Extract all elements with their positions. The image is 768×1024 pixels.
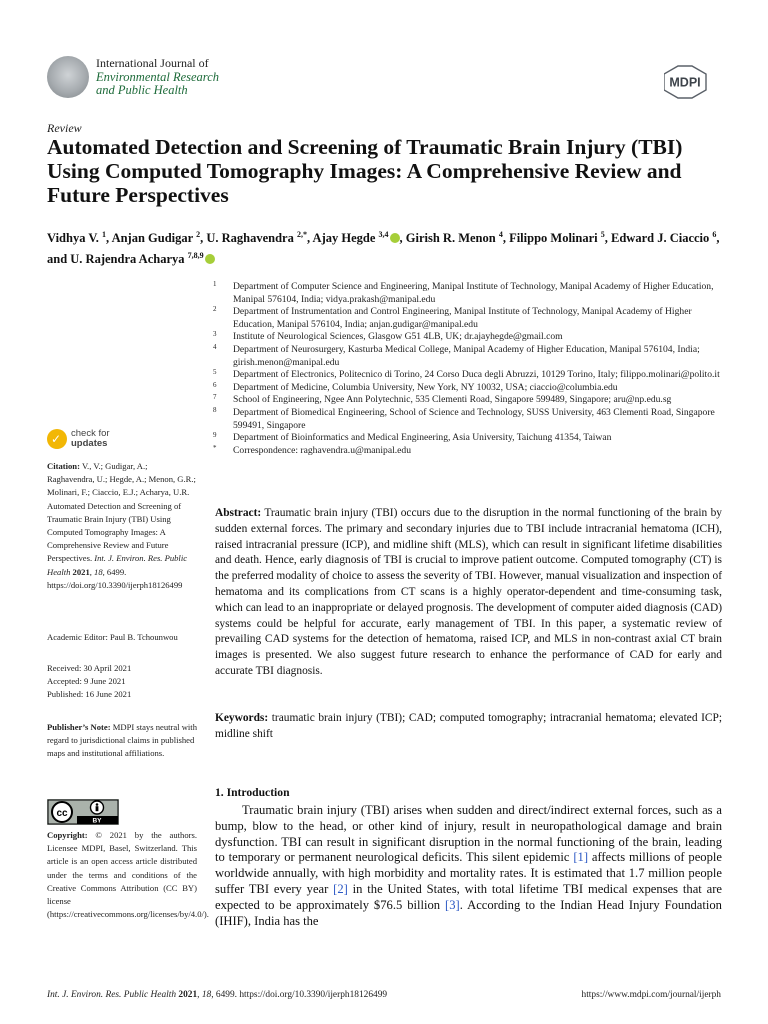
mdpi-logo-icon[interactable] <box>664 64 720 100</box>
affiliation-number: 9 <box>213 431 217 440</box>
check-for-updates-button[interactable] <box>47 428 127 452</box>
author-name[interactable]: Filippo Molinari <box>509 231 598 246</box>
citation-label: Citation: <box>47 461 80 471</box>
intro-text-1: Traumatic brain injury (TBI) arises when sudden and direct/indirect external forces, such as a bump, blow to the head, or other kind of injury, result in neuropathological damage and brain dysfunction. TBI can result in significant disruption in the normal functioning of the brain, leading to temporary or permanent neurological deficits. This silent epidemic <box>215 803 722 865</box>
affiliation-item <box>213 281 728 306</box>
author-name[interactable]: Edward J. Ciaccio <box>611 231 710 246</box>
keywords <box>215 711 722 743</box>
citation-block: Citation: V., V.; Gudigar, A.; Raghavendra, U.; Hegde, A.; Menon, G.R.; Molinari, F.; Ciaccio, E.J.; Acharya, U.R. Automated Detection and Screening of Traumatic Brain Injury (TBI) Using Computed Tomography Images: A Comprehensive Review and Future Perspectives. Int. J. Environ. Res. Public Health 2021, 18, 6499. https://doi.org/10.3390/ijerph18126499 <box>47 461 196 590</box>
author-affiliation-marker: 7,8,9 <box>187 251 204 261</box>
section-heading-introduction: 1. Introduction <box>215 786 290 799</box>
check-updates-icon: ✓ <box>47 429 67 449</box>
author-affiliation-marker: 5 <box>600 230 605 239</box>
author-name[interactable]: Girish R. Menon <box>405 231 496 246</box>
author-affiliation-marker: 4 <box>498 230 503 239</box>
affiliation-item <box>213 306 728 331</box>
footer-journal: Int. J. Environ. Res. Public Health <box>47 990 177 1000</box>
introduction-paragraph <box>215 803 722 929</box>
author-affiliation-marker: 1 <box>102 230 107 239</box>
affiliation-number: 1 <box>213 280 217 288</box>
check-updates-line1: check for <box>71 428 110 439</box>
affiliation-item <box>213 445 728 458</box>
author-name[interactable]: Anjan Gudigar <box>111 231 193 246</box>
academic-editor: Academic Editor: Paul B. Tchounwou <box>47 632 178 642</box>
citation-text: V., V.; Gudigar, A.; Raghavendra, U.; Hegde, A.; Menon, G.R.; Molinari, F.; Ciaccio, E.J.; Acharya, U.R. Automated Detection and Screening of Traumatic Brain Injury (TBI) Using Computed Tomography Images: A Comprehensive Review and Future Perspectives. <box>47 461 196 564</box>
publisher-note-text: MDPI stays neutral with regard to jurisdictional claims in published maps and institutional affiliations. <box>47 722 197 759</box>
affiliation-item <box>213 382 728 395</box>
intro-text-4: . According to the Indian Head Injury Foundation (IHIF), India has the <box>215 897 722 928</box>
reference-link-1[interactable]: [1] <box>573 850 589 865</box>
date-published: Published: 16 June 2021 <box>47 689 132 700</box>
citation-volume: 18 <box>94 566 103 577</box>
article-type: Review <box>47 121 82 135</box>
footer-citation: Int. J. Environ. Res. Public Health 2021, 18, 6499. https://doi.org/10.3390/ijerph18126499 <box>47 990 388 1000</box>
affiliation-item <box>213 344 728 369</box>
affiliation-number: 2 <box>213 305 217 314</box>
affiliation-item <box>213 331 728 344</box>
author-affiliation-marker: 2,* <box>296 230 307 239</box>
citation-doi[interactable]: , 6499. https://doi.org/10.3390/ijerph18126499 <box>47 566 183 590</box>
publisher-name: MDPI <box>669 75 701 90</box>
affiliation-number: 8 <box>213 405 217 414</box>
intro-text-3: in the United States, with total lifetime TBI medical expenses that are expected to be approximately $76.5 billion <box>215 881 722 912</box>
citation-journal: Int. J. Environ. Res. Public Health <box>47 553 188 577</box>
keywords-label: Keywords: <box>215 712 269 724</box>
publication-dates <box>47 662 197 702</box>
author-affiliation-marker: 2 <box>196 230 201 239</box>
svg-text:cc: cc <box>56 808 68 819</box>
author-name[interactable]: U. Rajendra Acharya <box>70 252 185 267</box>
affiliations-list <box>213 281 728 457</box>
copyright-label: Copyright: <box>47 830 88 840</box>
affiliation-text: Department of Instrumentation and Control Engineering, Manipal Institute of Technology, Manipal Academy of Higher Education, Manipal 576104, India; anjan.gudigar@manipal.edu <box>233 306 692 330</box>
author-affiliation-marker: 3,4 <box>378 230 389 239</box>
date-received: Received: 30 April 2021 <box>47 663 132 673</box>
journal-name-line1: Environmental Research <box>96 70 219 84</box>
author-name[interactable]: U. Raghavendra <box>206 231 294 246</box>
orcid-icon[interactable] <box>390 233 400 243</box>
footer-journal-url[interactable]: https://www.mdpi.com/journal/ijerph <box>581 990 721 1000</box>
affiliation-number: 7 <box>213 393 217 402</box>
author-name[interactable]: Ajay Hegde <box>312 231 376 246</box>
date-accepted: Accepted: 9 June 2021 <box>47 676 126 687</box>
reference-link-2[interactable]: [2] <box>333 881 348 896</box>
affiliation-text: Department of Bioinformatics and Medical Engineering, Asia University, Taichung 41354, Taiwan <box>233 432 612 444</box>
affiliation-text: Department of Computer Science and Engineering, Manipal Institute of Technology, Manipal Academy of Higher Education, Manipal 576104, India; vidya.prakash@manipal.edu <box>233 281 714 305</box>
copyright-block <box>47 829 209 921</box>
abstract <box>215 506 722 680</box>
author-list: Vidhya V. $^1$, Anjan Gudigar $^2$, U. Raghavendra $^{2,*}$, Ajay Hegde $^{3,4}$ , Girish R. Menon $^4$, Filippo Molinari $^5$, Edward J. Ciaccio $^6$, and U. Rajendra Acharya $^{7,8,9}$ <box>47 230 720 267</box>
affiliation-item <box>213 394 728 407</box>
citation-year: 2021 <box>72 566 90 577</box>
check-updates-line2: updates <box>71 438 108 449</box>
affiliation-text: School of Engineering, Ngee Ann Polytechnic, 535 Clementi Road, Singapore 599489, Singapore; aru@np.edu.sg <box>233 394 672 406</box>
keywords-text: traumatic brain injury (TBI); CAD; computed tomography; intracranial hematoma; elevated ICP; midline shift <box>215 712 722 740</box>
cc-by-icon[interactable] <box>47 799 119 825</box>
publisher-note-label: Publisher’s Note: <box>47 722 111 732</box>
author-affiliation-marker: 6 <box>712 230 717 239</box>
publisher-note <box>47 721 197 761</box>
affiliation-number: 5 <box>213 368 217 377</box>
affiliation-item <box>213 432 728 445</box>
cc-badge-text: BY <box>92 817 102 825</box>
orcid-icon[interactable] <box>205 254 215 264</box>
article-title: Automated Detection and Screening of Traumatic Brain Injury (TBI) Using Computed Tomography Images: A Comprehensive Review and Future Perspectives <box>47 135 683 207</box>
footer-volume: 18 <box>201 990 212 1000</box>
affiliation-text: Correspondence: raghavendra.u@manipal.edu <box>233 444 411 456</box>
affiliation-text: Department of Electronics, Politecnico di Torino, 24 Corso Duca degli Abruzzi, 10129 Torino, Italy; filippo.molinari@polito.it <box>233 369 720 381</box>
footer-year: 2021 <box>178 990 198 1000</box>
journal-name-line2: and Public Health <box>96 83 188 97</box>
affiliation-text: Institute of Neurological Sciences, Glasgow G51 4LB, UK; dr.ajayhegde@gmail.com <box>233 331 563 343</box>
intro-text-2: affects millions of people worldwide annually, with high morbidity and mortality rates. It is estimated that 1.7 million people suffer TBI every year <box>215 850 722 896</box>
affiliation-number: 6 <box>213 380 217 389</box>
affiliation-number: 3 <box>213 330 217 339</box>
affiliation-text: Department of Neurosurgery, Kasturba Medical College, Manipal Academy of Higher Education, Manipal 576104, India; girish.menon@manipal.edu <box>233 343 700 368</box>
abstract-text: Traumatic brain injury (TBI) occurs due to the disruption in the normal functioning of the brain by sudden external forces. The primary and secondary injuries due to TBI include intracranial hematoma (ICH), raised intracranial pressure (ICP), and midline shift (MLS), which can result in significant lifetime disabilities and death. Hence, early diagnosis of TBI is crucial to improve patient outcome. Computed tomography (CT) is the preferred modality of choice to assess the severity of TBI. However, manual visualization and inspection of hematoma and its complications from CT scans is a highly operator-dependent and time-consuming task, which can lead to an inappropriate or delayed prognosis. The development of computer aided diagnosis (CAD) systems could be helpful for accurate, early management of TBI. In this paper, a systematic review of prevailing CAD systems for the detection of hematoma, raised ICP, and MLS in non-contrast axial CT brain images is presented. We also suggest future research to enhance the performance of CAD for early and accurate TBI diagnosis. <box>215 507 722 677</box>
affiliation-text: Department of Medicine, Columbia University, New York, NY 10032, USA; ciaccio@columbia.edu <box>233 381 618 393</box>
affiliation-number: 4 <box>213 342 217 351</box>
author-name[interactable]: Vidhya V. <box>47 231 99 246</box>
affiliation-item <box>213 407 728 432</box>
journal-logo-icon <box>47 56 89 98</box>
affiliation-text: Department of Biomedical Engineering, School of Science and Technology, SUSS University, 463 Clementi Road, Singapore 599491, Singapore <box>233 406 715 431</box>
footer-doi-link[interactable]: , 6499. https://doi.org/10.3390/ijerph18126499 <box>211 990 388 1000</box>
author-connector: and <box>47 252 68 267</box>
reference-link-3[interactable]: [3] <box>445 897 460 912</box>
copyright-text: © 2021 by the authors. Licensee MDPI, Basel, Switzerland. This article is an open access article distributed under the terms and conditions of the Creative Commons Attribution (CC BY) license (https://creativecommons.org/licenses/by/4.0/). <box>47 830 209 920</box>
affiliation-item <box>213 369 728 382</box>
abstract-label: Abstract: <box>215 507 262 519</box>
affiliation-number: * <box>213 443 217 452</box>
journal-prefix: International Journal of <box>96 56 209 70</box>
